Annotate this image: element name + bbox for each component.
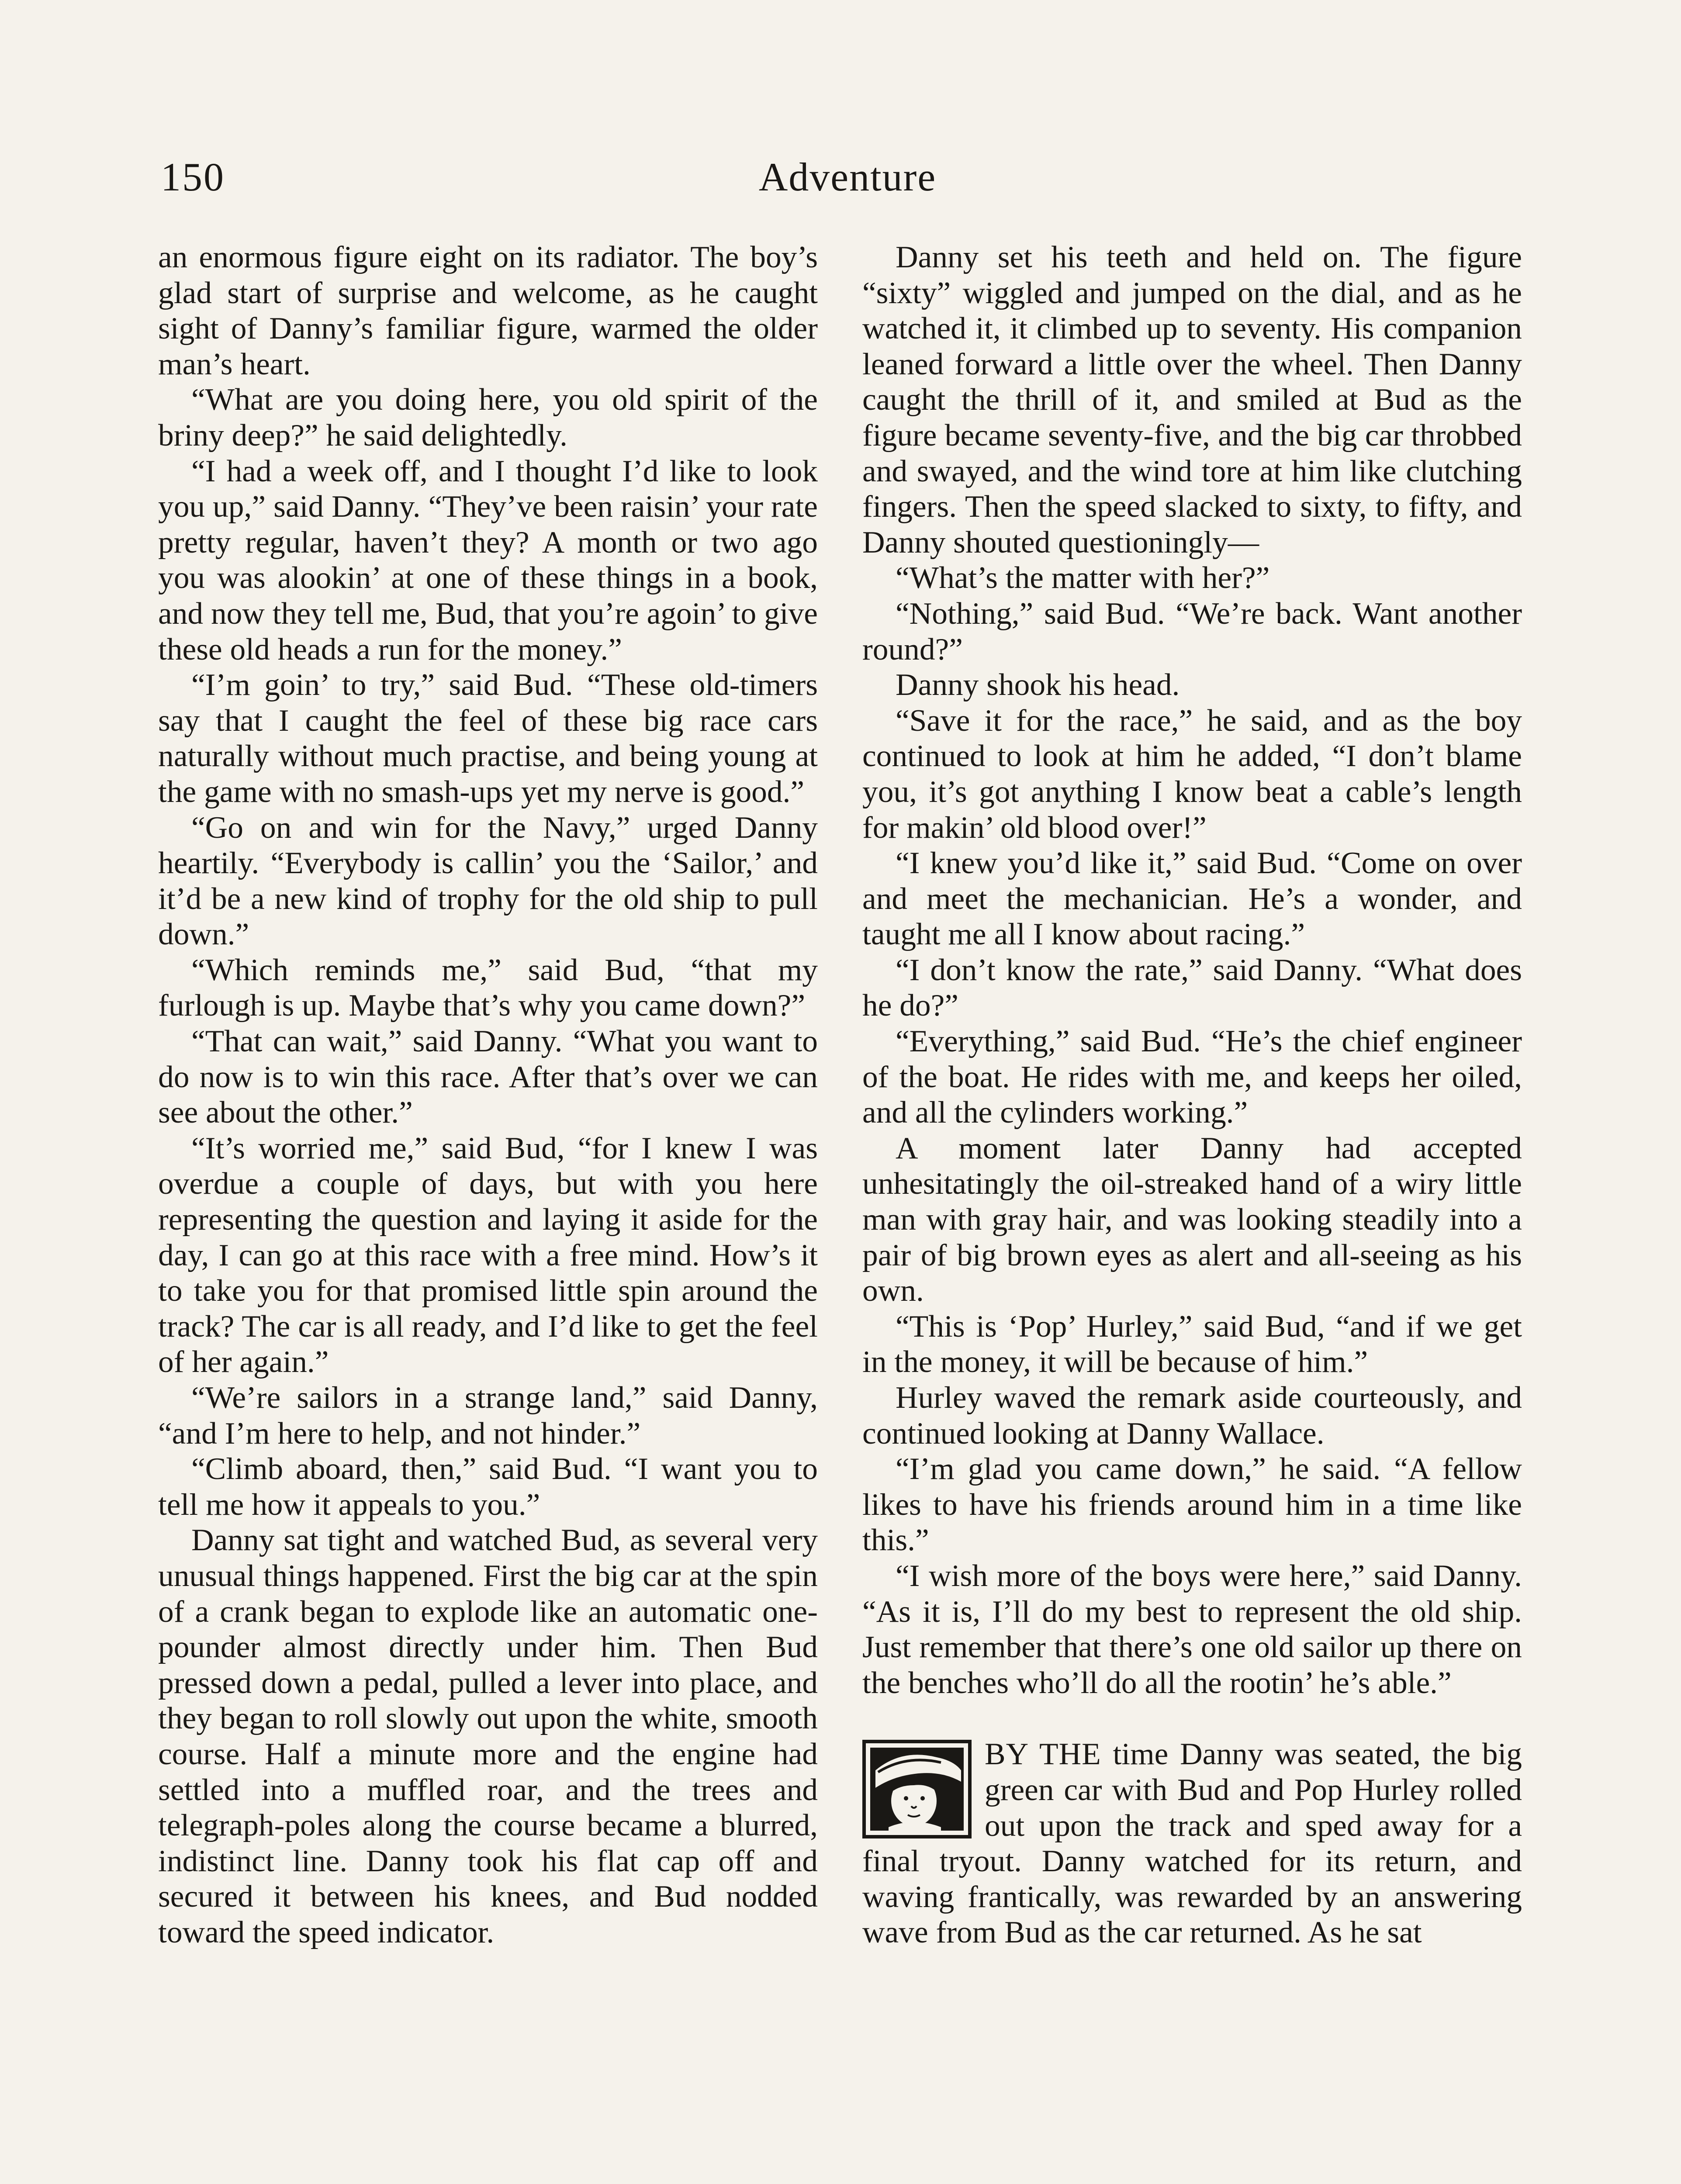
paragraph: Danny shook his head. — [896, 667, 1180, 702]
paragraph: “What are you doing here, you old spirit of the briny deep?” he said delightedly. — [158, 382, 818, 453]
paragraph: Hurley waved the remark aside courteously, and continued looking at Danny Wallace. — [862, 1380, 1522, 1451]
paragraph: an enormous figure eight on its radiator. The boy’s glad start of surprise and welcome, as he caught sight of Danny’s familiar figure, warmed the older man’s heart. — [158, 240, 818, 381]
running-title: Adventure — [758, 155, 937, 199]
right-column — [862, 239, 1522, 2184]
paragraph: “Climb aboard, then,” said Bud. “I want you to tell me how it appeals to you.” — [158, 1451, 818, 1522]
paragraph: “I’m glad you came down,” he said. “A fellow likes to have his friends around him in a time like this.” — [862, 1451, 1522, 1558]
paragraph: “Save it for the race,” he said, and as the boy continued to look at him he added, “I don’t blame you, it’s got anything I know beat a cable’s length for makin’ old blood over!” — [862, 703, 1522, 845]
paragraph: “This is ‘Pop’ Hurley,” said Bud, “and if we get in the money, it will be because of him.” — [862, 1309, 1522, 1379]
paragraph: “I’m goin’ to try,” said Bud. “These old-timers say that I caught the feel of these big race cars naturally without much practise, and being young at the game with no smash-ups yet my nerve is good.” — [158, 667, 818, 809]
paragraph: “I knew you’d like it,” said Bud. “Come on over and meet the mechanician. He’s a wonder, and taught me all I know about racing.” — [862, 846, 1522, 952]
paragraph: “We’re sailors in a strange land,” said Danny, “and I’m here to help, and not hinder.” — [158, 1380, 818, 1451]
paragraph: Danny sat tight and watched Bud, as several very unusual things happened. First the big car at the spin of a crank began to explode like an automatic one-pounder almost directly under him. Then Bud pressed down a pedal, pulled a lever into place, and they began to roll slowly out upon the white, smooth course. Half a minute more and the engine had settled into a muffled roar, and the trees and telegraph-poles along the course became a blurred, indistinct line. Danny took his flat cap off and secured it between his knees, and Bud nodded toward the speed indicator. — [158, 1523, 818, 1949]
paragraph: “I don’t know the rate,” said Danny. “What does he do?” — [862, 952, 1522, 1023]
page-number: 150 — [161, 155, 225, 199]
paragraph: “That can wait,” said Danny. “What you want to do now is to win this race. After that’s over we can see about the other.” — [158, 1024, 818, 1130]
paragraph: A moment later Danny had accepted unhesitatingly the oil-streaked hand of a wiry little man with gray hair, and was looking steadily into a pair of big brown eyes as alert and all-seeing as his own. — [862, 1130, 1522, 1308]
paragraph: “What’s the matter with her?” — [896, 560, 1270, 595]
section-opening-paragraph — [862, 1736, 1522, 1950]
paragraph: “I had a week off, and I thought I’d like to look you up,” said Danny. “They’ve been raisin’ your rate pretty regular, haven’t they? A month or two ago you was alookin’ at one of these things in a book, and now they tell me, Bud, that you’re agoin’ to give these old heads a run for the money.” — [158, 453, 818, 667]
paragraph: “Nothing,” said Bud. “We’re back. Want another round?” — [862, 596, 1522, 667]
page-header — [161, 153, 1534, 201]
left-column — [158, 239, 818, 2184]
paragraph: “Everything,” said Bud. “He’s the chief engineer of the boat. He rides with me, and keeps her oiled, and all the cylinders working.” — [862, 1024, 1522, 1130]
section-text: time Danny was seated, the big green car with Bud and Pop Hurley rolled out upon the track and sped away for a final tryout. Danny watched for its return, and waving frantically, was rewarded by an answering wave from Bud as the car returned. As he sat — [862, 1737, 1522, 1950]
woman-portrait-vignette-icon — [862, 1740, 972, 1838]
paragraph: “I wish more of the boys were here,” said Danny. “As it is, I’ll do my best to represent the old ship. Just remember that there’s one old sailor up there on the benches who’ll do all the rootin’ he’s able.” — [862, 1558, 1522, 1700]
paragraph: “Go on and win for the Navy,” urged Danny heartily. “Everybody is callin’ you the ‘Sailor,’ and it’d be a new kind of trophy for the old ship to pull down.” — [158, 810, 818, 952]
paragraph: “It’s worried me,” said Bud, “for I knew I was overdue a couple of days, but with you here representing the question and laying it aside for the day, I can go at this race with a free mind. How’s it to take you for that promised little spin around the track? The car is all ready, and I’d like to get the feel of her again.” — [158, 1130, 818, 1379]
paragraph: “Which reminds me,” said Bud, “that my furlough is up. Maybe that’s why you came down?” — [158, 952, 818, 1023]
section-lead-caps: BY THE — [985, 1737, 1101, 1772]
paragraph: Danny set his teeth and held on. The figure “sixty” wiggled and jumped on the dial, and as he watched it, it climbed up to seventy. His companion leaned forward a little over the wheel. Then Danny caught the thrill of it, and smiled at Bud as the figure became seventy-five, and the big car throbbed and swayed, and the wind tore at him like clutching fingers. Then the speed slacked to sixty, to fifty, and Danny shouted questioningly— — [862, 240, 1522, 560]
